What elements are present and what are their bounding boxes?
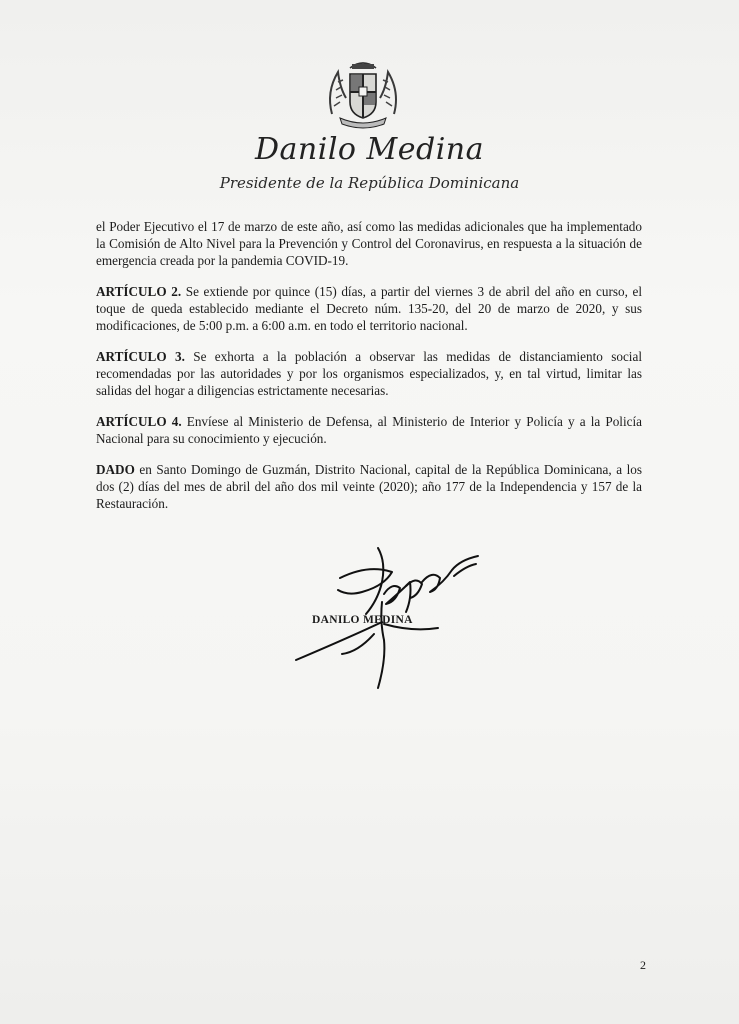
article-3-label: ARTÍCULO 3. (96, 349, 185, 364)
article-2-label: ARTÍCULO 2. (96, 284, 182, 299)
page-number: 2 (640, 958, 646, 972)
article-3-paragraph (96, 348, 642, 399)
article-2-paragraph (96, 283, 642, 334)
intro-paragraph (96, 218, 642, 269)
article-4-label: ARTÍCULO 4. (96, 414, 182, 429)
coat-of-arms-icon (322, 54, 404, 134)
dado-paragraph (96, 461, 642, 512)
header-name: Danilo Medina (254, 132, 485, 167)
dado-text: en Santo Domingo de Guzmán, Distrito Nacional, capital de la República Dominicana, a los dos (2) días del mes de abril del año dos mil veinte (2020); año 177 de la Independencia y 157 de la Restauración. (96, 462, 642, 511)
article-4-paragraph (96, 413, 642, 447)
document-body (96, 218, 642, 526)
article-2-text: Se extiende por quince (15) días, a partir del viernes 3 de abril del año en curso, el toque de queda establecido mediante el Decreto núm. 135-20, del 20 de marzo de 2020, y sus modificaciones, de 5:00 p.m. a 6:00 a.m. en todo el territorio nacional. (96, 284, 642, 333)
article-3-text: Se exhorta a la población a observar las medidas de distanciamiento social recomendadas por las autoridades y por los organismos especializados, y, en tal virtud, limitar las salidas del hogar a diligencias estrictamente necesarias. (96, 349, 642, 398)
header-title: Presidente de la República Dominicana (219, 174, 520, 192)
signatory-name: DANILO MEDINA (312, 614, 413, 626)
dado-label: DADO (96, 462, 135, 477)
handwritten-signature-icon (288, 542, 488, 694)
article-4-text: Envíese al Ministerio de Defensa, al Ministerio de Interior y Policía y a la Policía Nacional para su conocimiento y ejecución. (96, 414, 642, 446)
intro-text: el Poder Ejecutivo el 17 de marzo de este año, así como las medidas adicionales que ha implementado la Comisión de Alto Nivel para la Prevención y Control del Coronavirus, en respuesta a la situación de emergencia creada por la pandemia COVID-19. (96, 219, 642, 268)
